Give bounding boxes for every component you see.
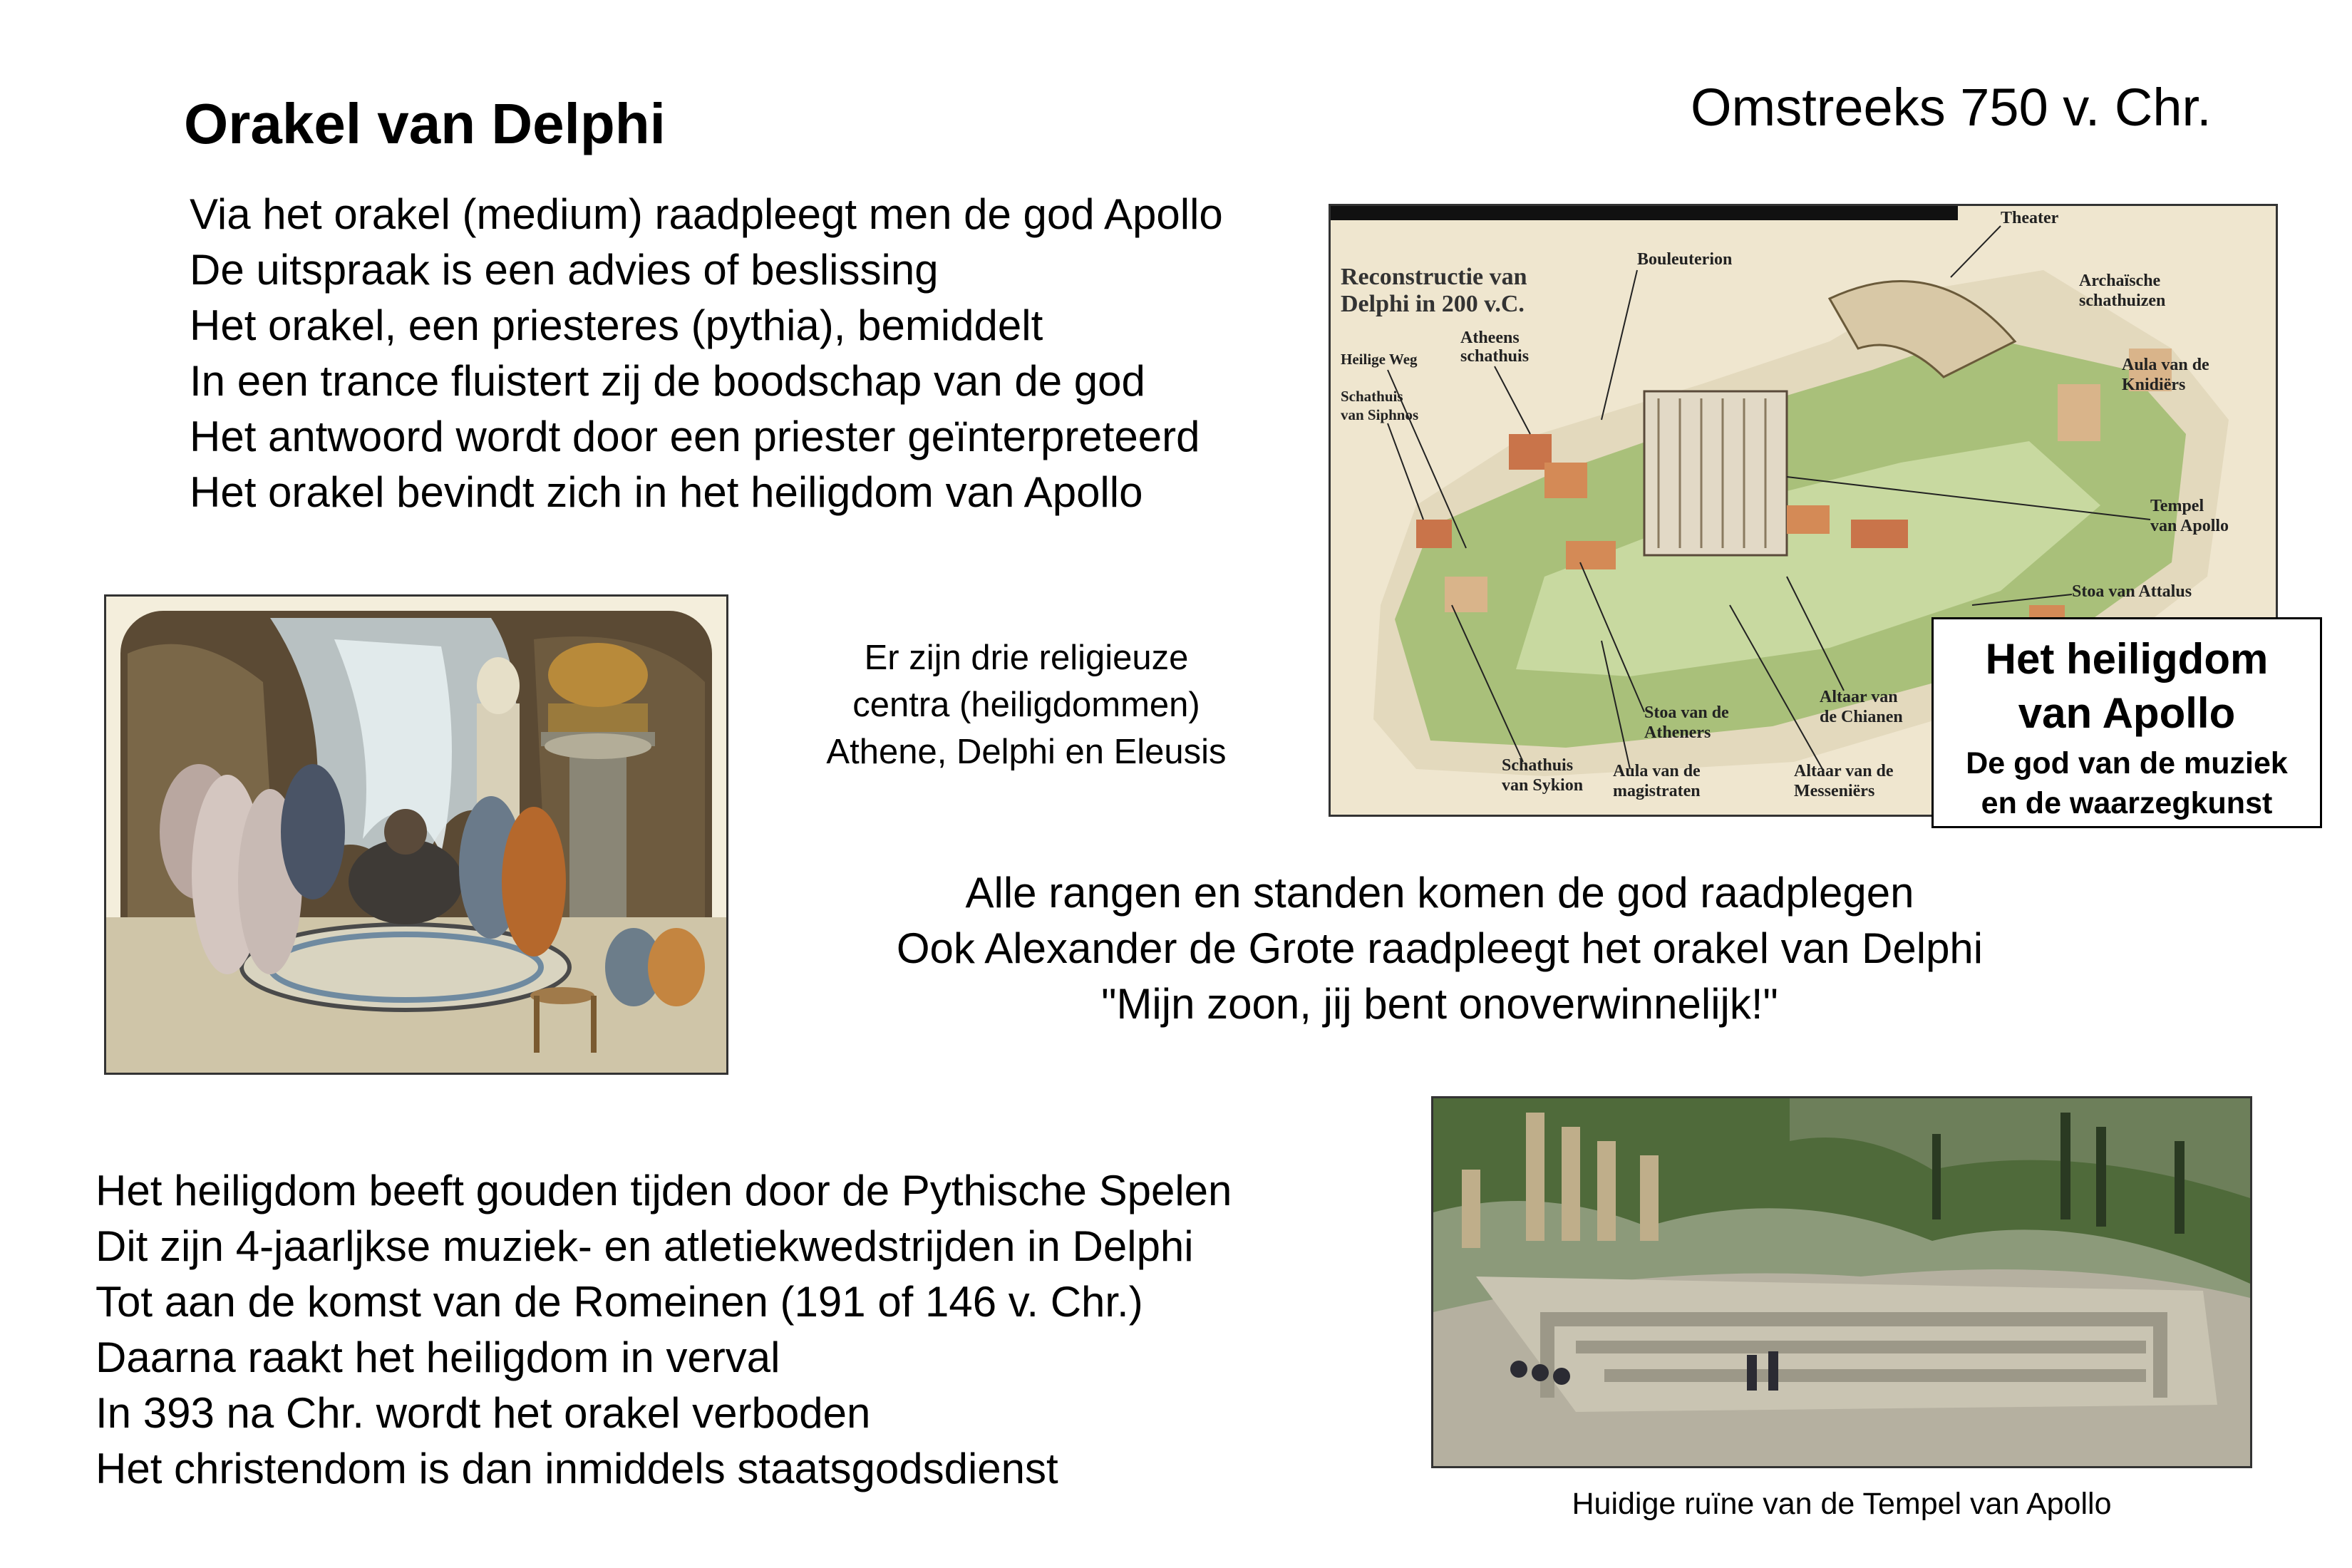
label-siphnos-2: van Siphnos (1341, 406, 1419, 423)
label-chianen-2: de Chianen (1820, 708, 1903, 726)
map-title-line1: Reconstructie van (1341, 264, 1527, 290)
centers-line: centra (heiligdommen) (852, 686, 1200, 724)
label-theater: Theater (2001, 209, 2059, 227)
label-knidiers-2: Knidiërs (2122, 376, 2186, 394)
intro-line: De uitspraak is een advies of beslissing (190, 246, 939, 294)
label-bouleuterion: Bouleuterion (1637, 250, 1733, 269)
intro-line: Via het orakel (medium) raadpleegt men de god Apollo (190, 190, 1223, 238)
ruins-photo-image (1433, 1098, 2250, 1466)
date-label: Omstreeks 750 v. Chr. (1691, 78, 2212, 137)
temple-ruins-photo (1431, 1096, 2252, 1468)
label-magistraten-1: Aula van de (1613, 762, 1701, 780)
label-magistraten-2: magistraten (1613, 782, 1701, 800)
history-text (96, 1163, 1232, 1497)
consult-line: Ook Alexander de Grote raadpleegt het orakel van Delphi (896, 924, 1984, 972)
centers-line: Athene, Delphi en Eleusis (826, 733, 1227, 771)
label-sykion-2: van Sykion (1502, 776, 1584, 795)
label-knidiers-1: Aula van de (2122, 356, 2209, 374)
label-attalus: Stoa van Attalus (2072, 582, 2192, 601)
consult-text (813, 865, 2067, 1032)
intro-line: Het orakel, een priesteres (pythia), bemiddelt (190, 301, 1043, 349)
label-atheens-2: schathuis (1460, 347, 1530, 366)
history-line: Tot aan de komst van de Romeinen (191 of 146 v. Chr.) (96, 1278, 1143, 1326)
oracle-scene-image (106, 597, 726, 1073)
label-siphnos-1: Schathuis (1341, 388, 1403, 405)
label-stoa-atheners-1: Stoa van de (1644, 703, 1729, 722)
consult-line: "Mijn zoon, jij bent onoverwinnelijk!" (1101, 980, 1778, 1028)
apollo-box-heading-1: Het heiligdom (1985, 635, 2269, 683)
label-stoa-atheners-2: Atheners (1644, 723, 1711, 742)
history-line: Dit zijn 4-jaarljkse muziek- en atletiekwedstrijden in Delphi (96, 1222, 1194, 1270)
label-messeniers-1: Altaar van de (1794, 762, 1894, 780)
label-chianen-1: Altaar van (1820, 688, 1898, 706)
label-atheens-1: Atheens (1460, 329, 1520, 347)
oracle-illustration (104, 594, 728, 1075)
apollo-box-sub-2: en de waarzegkunst (1981, 786, 2273, 820)
history-line: Het christendom is dan inmiddels staatsgodsdienst (96, 1445, 1058, 1492)
apollo-box-heading-2: van Apollo (2018, 689, 2236, 737)
label-tempel-2: van Apollo (2150, 517, 2229, 535)
apollo-sanctuary-box (1931, 617, 2322, 828)
label-tempel-1: Tempel (2150, 497, 2204, 515)
label-messeniers-2: Messeniërs (1794, 782, 1875, 800)
label-archaische-2: schathuizen (2079, 292, 2166, 310)
intro-text (190, 187, 1223, 520)
intro-line: Het antwoord wordt door een priester geïnterpreteerd (190, 413, 1200, 460)
history-line: Daarna raakt het heiligdom in verval (96, 1334, 780, 1381)
intro-line: Het orakel bevindt zich in het heiligdom van Apollo (190, 468, 1143, 516)
intro-line: In een trance fluistert zij de boodschap van de god (190, 357, 1145, 405)
label-heilige-weg: Heilige Weg (1341, 351, 1418, 368)
map-title-line2: Delphi in 200 v.C. (1341, 291, 1525, 317)
centers-text (770, 634, 1283, 775)
page-title: Orakel van Delphi (184, 92, 666, 155)
consult-line: Alle rangen en standen komen de god raadplegen (965, 869, 1914, 917)
history-line: Het heiligdom beeft gouden tijden door de Pythische Spelen (96, 1167, 1232, 1214)
apollo-box-sub-1: De god van de muziek (1966, 746, 2288, 780)
history-line: In 393 na Chr. wordt het orakel verboden (96, 1389, 871, 1437)
centers-line: Er zijn drie religieuze (864, 639, 1189, 677)
photo-caption: Huidige ruïne van de Tempel van Apollo (1572, 1487, 2112, 1521)
label-archaische-1: Archaïsche (2079, 272, 2161, 290)
label-sykion-1: Schathuis (1502, 756, 1574, 775)
